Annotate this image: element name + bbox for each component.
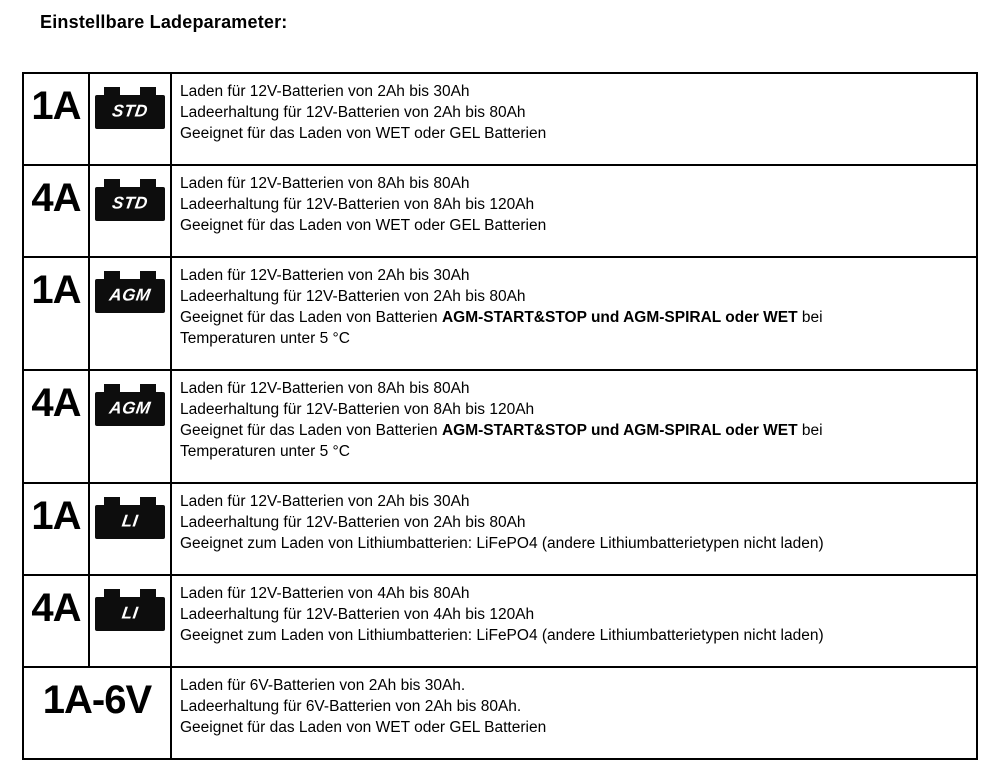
description-line: Ladeerhaltung für 12V-Batterien von 8Ah bis 120Ah xyxy=(180,196,535,213)
battery-terminal-left xyxy=(104,384,120,393)
agm-battery-icon xyxy=(95,279,165,313)
li-battery-icon xyxy=(95,505,165,539)
table-row xyxy=(23,667,977,759)
description-line: Ladeerhaltung für 12V-Batterien von 2Ah bis 80Ah xyxy=(180,104,526,121)
amp-cell xyxy=(23,667,171,759)
description-line: Geeignet für das Laden von Batterien AGM-START&STOP und AGM-SPIRAL oder WET bei Temperaturen unter 5 °C xyxy=(180,309,823,347)
battery-label: LI xyxy=(120,603,140,623)
amp-label: 1A xyxy=(31,84,81,128)
description-line: Laden für 12V-Batterien von 8Ah bis 80Ah xyxy=(180,175,470,192)
description-line: Laden für 12V-Batterien von 2Ah bis 30Ah xyxy=(180,83,470,100)
icon-cell xyxy=(89,165,171,257)
description-line: Laden für 12V-Batterien von 4Ah bis 80Ah xyxy=(180,585,470,602)
description-line: Ladeerhaltung für 12V-Batterien von 2Ah bis 80Ah xyxy=(180,514,526,531)
amp-label: 1A-6V xyxy=(42,678,152,722)
icon-cell xyxy=(89,483,171,575)
description-cell xyxy=(171,483,977,575)
description-line: Geeignet für das Laden von WET oder GEL Batterien xyxy=(180,125,547,142)
battery-terminal-left xyxy=(104,179,120,188)
description-line: Ladeerhaltung für 12V-Batterien von 4Ah bis 120Ah xyxy=(180,606,535,623)
battery-label: STD xyxy=(110,193,150,213)
battery-label: LI xyxy=(120,511,140,531)
battery-terminal-right xyxy=(140,589,156,598)
battery-terminal-left xyxy=(104,497,120,506)
description-line: Ladeerhaltung für 12V-Batterien von 2Ah bis 80Ah xyxy=(180,288,526,305)
battery-label: AGM xyxy=(108,285,152,305)
page-title: Einstellbare Ladeparameter: xyxy=(40,12,288,32)
icon-cell xyxy=(89,257,171,370)
table-row xyxy=(23,73,977,165)
amp-cell xyxy=(23,73,89,165)
table-row xyxy=(23,165,977,257)
battery-label: AGM xyxy=(108,398,152,418)
description-line: Ladeerhaltung für 6V-Batterien von 2Ah bis 80Ah. xyxy=(180,698,522,715)
description-line: Laden für 6V-Batterien von 2Ah bis 30Ah. xyxy=(180,677,466,694)
battery-label: STD xyxy=(110,101,150,121)
description-cell xyxy=(171,165,977,257)
amp-label: 4A xyxy=(31,176,81,220)
description-line: Geeignet für das Laden von WET oder GEL Batterien xyxy=(180,719,547,736)
description-line: Laden für 12V-Batterien von 2Ah bis 30Ah xyxy=(180,267,470,284)
amp-label: 1A xyxy=(31,494,81,538)
icon-cell xyxy=(89,73,171,165)
description-line: Laden für 12V-Batterien von 2Ah bis 30Ah xyxy=(180,493,470,510)
table-row xyxy=(23,257,977,370)
description-line: Geeignet zum Laden von Lithiumbatterien: LiFePO4 (andere Lithiumbatterietypen nicht laden) xyxy=(180,627,824,644)
battery-terminal-right xyxy=(140,384,156,393)
amp-cell xyxy=(23,483,89,575)
ladeparameter-table-body xyxy=(23,73,977,759)
description-cell xyxy=(171,257,977,370)
amp-cell xyxy=(23,165,89,257)
amp-label: 4A xyxy=(31,381,81,425)
battery-terminal-left xyxy=(104,87,120,96)
battery-terminal-right xyxy=(140,497,156,506)
description-line: Ladeerhaltung für 12V-Batterien von 8Ah bis 120Ah xyxy=(180,401,535,418)
description-cell xyxy=(171,370,977,483)
ladeparameter-table xyxy=(22,72,978,760)
description-cell xyxy=(171,73,977,165)
std-battery-icon xyxy=(95,95,165,129)
icon-cell xyxy=(89,370,171,483)
battery-terminal-left xyxy=(104,271,120,280)
table-row xyxy=(23,483,977,575)
icon-cell xyxy=(89,575,171,667)
battery-terminal-right xyxy=(140,271,156,280)
amp-label: 1A xyxy=(31,268,81,312)
std-battery-icon xyxy=(95,187,165,221)
li-battery-icon xyxy=(95,597,165,631)
amp-label: 4A xyxy=(31,586,81,630)
amp-cell xyxy=(23,370,89,483)
agm-battery-icon xyxy=(95,392,165,426)
description-line: Laden für 12V-Batterien von 8Ah bis 80Ah xyxy=(180,380,470,397)
description-cell xyxy=(171,667,977,759)
amp-cell xyxy=(23,575,89,667)
table-row xyxy=(23,370,977,483)
description-line: Geeignet für das Laden von WET oder GEL Batterien xyxy=(180,217,547,234)
description-cell xyxy=(171,575,977,667)
table-row xyxy=(23,575,977,667)
description-line: Geeignet zum Laden von Lithiumbatterien: LiFePO4 (andere Lithiumbatterietypen nicht laden) xyxy=(180,535,824,552)
battery-terminal-right xyxy=(140,87,156,96)
battery-terminal-left xyxy=(104,589,120,598)
battery-terminal-right xyxy=(140,179,156,188)
amp-cell xyxy=(23,257,89,370)
description-line: Geeignet für das Laden von Batterien AGM-START&STOP und AGM-SPIRAL oder WET bei Temperaturen unter 5 °C xyxy=(180,422,823,460)
